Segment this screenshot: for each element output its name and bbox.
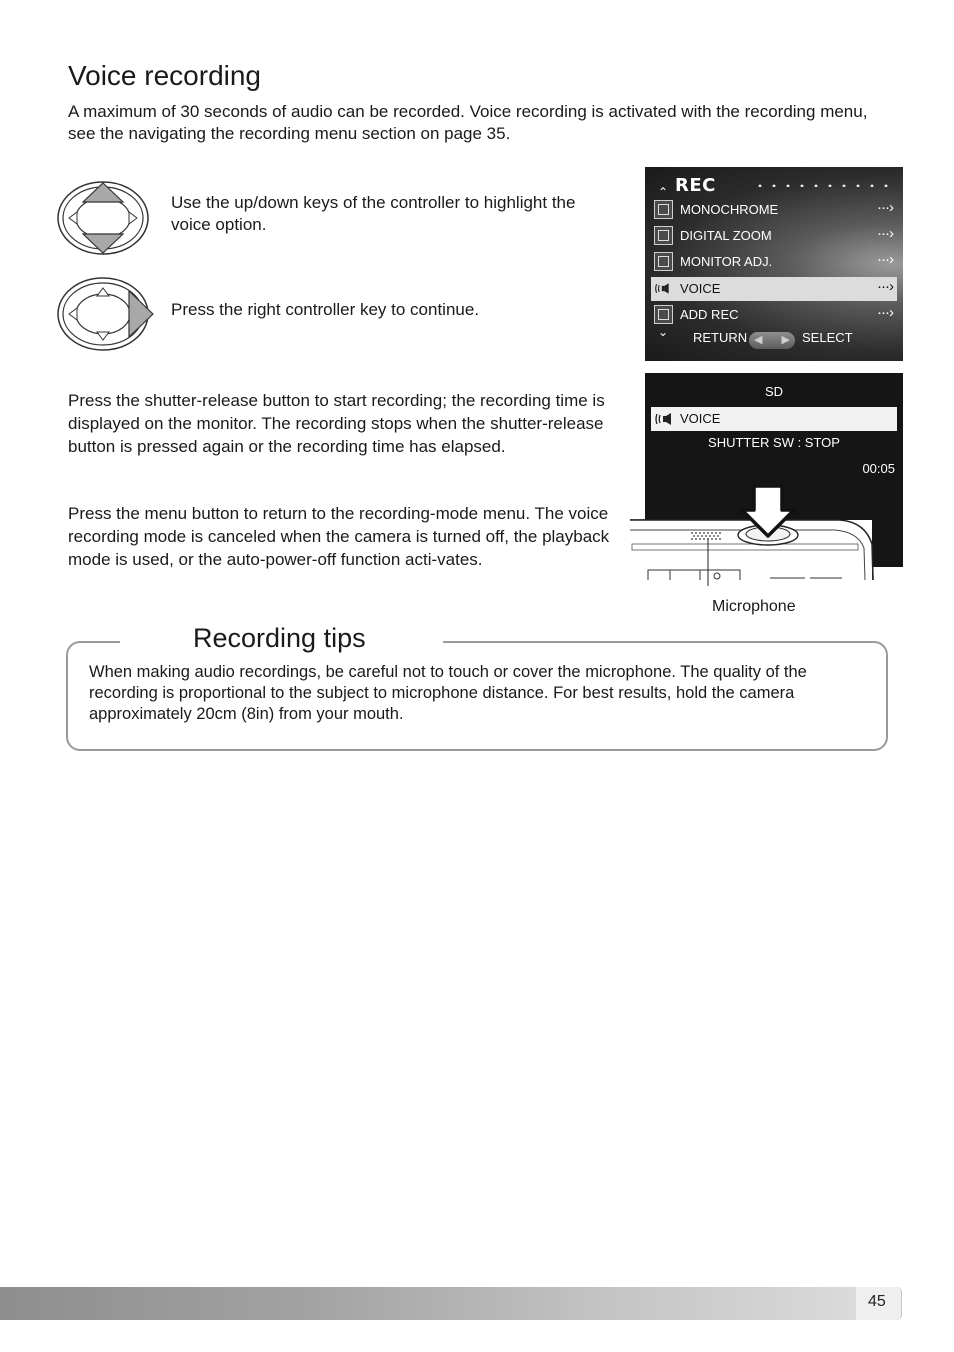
page-title: Voice recording [68,60,262,91]
menu-item-voice[interactable] [651,277,897,301]
rec-menu-header: REC [675,175,716,196]
monochrome-icon [654,200,673,219]
page-number: 45 [868,1293,886,1310]
intro-text: A maximum of 30 seconds of audio can be recorded. Voice recording is activated with the recording menu, see the navigating the recording menu section on page 35. [68,102,868,143]
step-1-text: Use the up/down keys of the controller to highlight the voice option. [171,193,576,234]
arrow-right-icon: ···› [877,199,893,216]
digital-zoom-icon [654,226,673,245]
paragraph-recording: Press the shutter-release button to start recording; the recording time is displayed on the monitor. The recording stops when the shutter-release button is pressed again or the recording time has elapsed. [68,391,605,456]
voice-mode-row [651,407,897,431]
scroll-down-icon: ⌄ [658,325,669,339]
menu-item-label: DIGITAL ZOOM [680,228,772,243]
tab-dots [753,184,898,187]
sd-indicator: SD [764,384,784,399]
recording-tips-title: Recording tips [193,623,366,653]
paragraph-cancel: Press the menu button to return to the recording-mode menu. The voice recording mode is canceled when the camera is turned off, the playback mode is used, or the auto-power-off function acti-vates. [68,504,610,569]
step-2-text: Press the right controller key to continue. [171,300,480,319]
menu-item-digital-zoom[interactable] [651,224,897,248]
voice-icon [654,279,673,298]
arrow-right-icon: ···› [877,304,893,321]
select-label: SELECT [802,330,853,345]
voice-icon [654,409,676,429]
menu-item-label: VOICE [680,281,721,296]
recording-tips-text: When making audio recordings, be careful not to touch or cover the microphone. The quality of the recording is proportional to the subject to microphone distance. For best results, hold the camera approximately 20cm (8in) from your mouth. [89,663,807,723]
recording-time: 00:05 [862,461,895,476]
arrow-right-icon: ···› [877,225,893,242]
shutter-stop-hint: SHUTTER SW : STOP [708,435,840,450]
monitor-adjust-icon [654,252,673,271]
rec-menu-screen [645,167,903,361]
footer-bar [0,1287,898,1320]
return-label: RETURN [693,330,748,345]
menu-item-monitor-adj[interactable] [651,250,897,274]
camera-top-illustration [630,486,875,586]
menu-item-add-rec[interactable] [651,303,897,327]
arrow-right-icon: ···› [877,278,893,295]
menu-item-label: MONOCHROME [680,202,779,217]
menu-item-label: MONITOR ADJ. [680,254,773,269]
controller-right-icon [57,276,157,352]
scroll-up-icon: ⌃ [658,185,669,199]
left-right-key-icon: ◀ ▶ [749,332,795,349]
arrow-right-icon: ···› [877,251,893,268]
menu-item-label: ADD REC [680,307,739,322]
microphone-label: Microphone [712,598,796,615]
menu-item-monochrome[interactable] [651,198,897,222]
controller-up-down-icon [57,180,153,256]
voice-mode-label: VOICE [680,411,721,426]
add-rec-icon [654,305,673,324]
